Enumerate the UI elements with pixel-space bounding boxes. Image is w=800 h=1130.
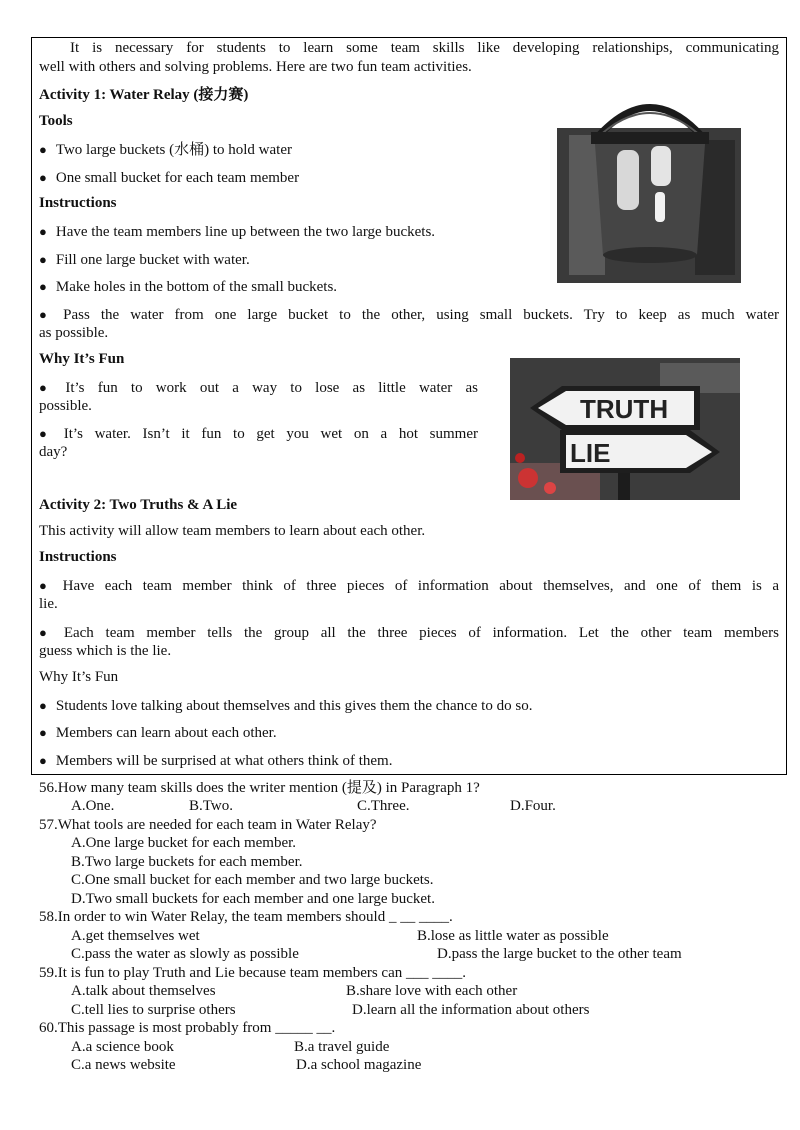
a2-fun-item-2: ● Members can learn about each other.: [39, 723, 277, 743]
instruction-item-4-line-2: as possible.: [39, 325, 109, 341]
instruction-item-4-line-1: ● Pass the water from one large bucket to the other, using small buckets. Try to keep as much water: [39, 305, 779, 325]
instruction-item-1: ● Have the team members line up between the two large buckets.: [39, 222, 435, 242]
tool-item-1: ● Two large buckets (水桶) to hold water: [39, 140, 292, 160]
tools-heading: Tools: [39, 113, 73, 129]
q58-option-b: B.lose as little water as possible: [417, 928, 609, 944]
q60-option-a: A.a science book: [71, 1039, 174, 1055]
lie-sign-label: LIE: [570, 438, 611, 468]
q60-stem: 60.This passage is most probably from _____ __.: [39, 1020, 336, 1036]
q60-option-b: B.a travel guide: [294, 1039, 390, 1055]
q57-option-b: B.Two large buckets for each member.: [71, 854, 303, 870]
q56-option-b: B.Two.: [189, 798, 233, 814]
bucket-image: [555, 80, 745, 285]
q60-option-d: D.a school magazine: [296, 1057, 422, 1073]
truth-sign-label: TRUTH: [580, 394, 669, 424]
why-fun-heading-2: Why It’s Fun: [39, 669, 119, 685]
a2-instruction-1-line-2: lie.: [39, 596, 58, 612]
instruction-item-2: ● Fill one large bucket with water.: [39, 250, 250, 270]
q58-option-a: A.get themselves wet: [71, 928, 200, 944]
q58-stem: 58.In order to win Water Relay, the team members should _ __ ____.: [39, 909, 453, 925]
fun-item-1-line-2: possible.: [39, 398, 92, 414]
fun-item-2-line-1: ● It’s water. Isn’t it fun to get you wet on a hot summer: [39, 424, 478, 444]
a2-fun-item-1: ● Students love talking about themselves and this gives them the chance to do so.: [39, 696, 532, 716]
activity2-title: Activity 2: Two Truths & A Lie: [39, 497, 238, 513]
q60-option-c: C.a news website: [71, 1057, 176, 1073]
a2-instruction-2-line-1: ● Each team member tells the group all the three pieces of information. Let the other team members: [39, 623, 779, 643]
q59-option-a: A.talk about themselves: [71, 983, 216, 999]
instructions-heading-2: Instructions: [39, 549, 117, 565]
q56-stem: 56.How many team skills does the writer mention (提及) in Paragraph 1?: [39, 780, 480, 796]
q57-option-a: A.One large bucket for each member.: [71, 835, 297, 851]
q57-option-d: D.Two small buckets for each member and one large bucket.: [71, 891, 435, 907]
fun-item-1-line-1: ● It’s fun to work out a way to lose as little water as: [39, 378, 478, 398]
q59-option-d: D.learn all the information about others: [352, 1002, 590, 1018]
why-fun-heading-1: Why It’s Fun: [39, 351, 125, 367]
a2-fun-item-3: ● Members will be surprised at what others think of them.: [39, 751, 392, 771]
intro-line-1: It is necessary for students to learn some team skills like developing relationships, communicating: [70, 40, 779, 56]
q56-option-d: D.Four.: [510, 798, 556, 814]
tool-item-2: ● One small bucket for each team member: [39, 168, 299, 188]
q59-option-c: C.tell lies to surprise others: [71, 1002, 236, 1018]
q57-option-c: C.One small bucket for each member and two large buckets.: [71, 872, 434, 888]
intro-line-2: well with others and solving problems. Here are two fun team activities.: [39, 59, 472, 75]
activity2-intro: This activity will allow team members to learn about each other.: [39, 523, 426, 539]
a2-instruction-2-line-2: guess which is the lie.: [39, 643, 172, 659]
q58-option-c: C.pass the water as slowly as possible: [71, 946, 299, 962]
fun-item-2-line-2: day?: [39, 444, 68, 460]
instruction-item-3: ● Make holes in the bottom of the small buckets.: [39, 277, 337, 297]
q59-option-b: B.share love with each other: [346, 983, 518, 999]
q56-option-c: C.Three.: [357, 798, 410, 814]
q56-option-a: A.One.: [71, 798, 115, 814]
activity1-title: Activity 1: Water Relay (接力赛): [39, 87, 249, 103]
q58-option-d: D.pass the large bucket to the other team: [437, 946, 682, 962]
q57-stem: 57.What tools are needed for each team in Water Relay?: [39, 817, 377, 833]
instructions-heading-1: Instructions: [39, 195, 117, 211]
q59-stem: 59.It is fun to play Truth and Lie because team members can ___ ____.: [39, 965, 466, 981]
a2-instruction-1-line-1: ● Have each team member think of three pieces of information about themselves, and one of them is a: [39, 576, 779, 596]
truth-lie-sign-image: [510, 358, 740, 500]
